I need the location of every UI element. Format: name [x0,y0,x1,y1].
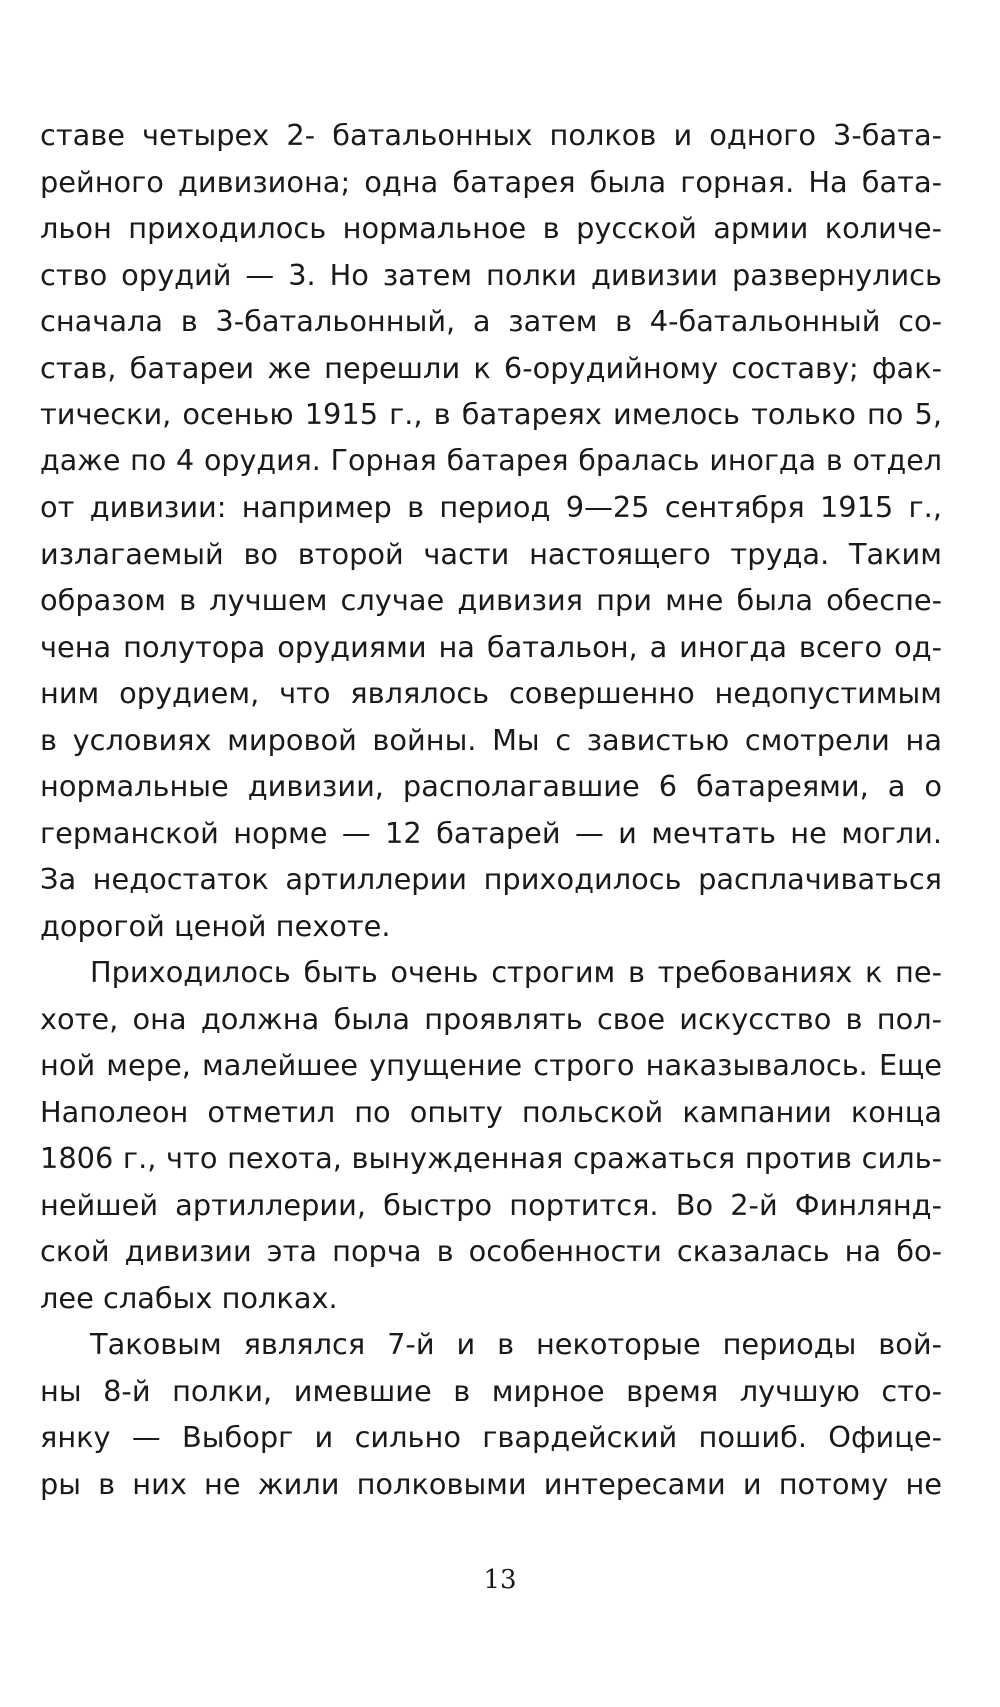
text-line: нейшей артиллерии, быстро портится. Во 2-й Финлянд- [40,1187,942,1222]
text-line: сначала в 3-батальонный, а затем в 4-батальонный со- [40,304,942,338]
text-line: ним орудием, что являлось совершенно недопустимым [40,676,942,710]
body-text [40,112,942,1507]
text-line: ры в них не жили полковыми интересами и потому не [40,1466,942,1501]
paragraph-3 [40,1321,942,1507]
text-line: лее слабых полках. [40,1280,338,1315]
text-line: германской норме — 12 батарей — и мечтать не могли. [40,815,942,850]
text-line: Приходилось быть очень строгим в требованиях к пе- [90,955,942,989]
text-line: став, батареи же перешли к 6-орудийному составу; фак- [40,350,942,385]
page-number: 13 [483,1565,517,1595]
text-line: 1806 г., что пехота, вынужденная сражаться против силь- [40,1141,942,1175]
text-line: ставе четырех 2- батальонных полков и одного 3-бата- [40,118,942,152]
text-line: льон приходилось нормальное в русской армии количе- [40,211,942,245]
text-line: Наполеон отметил по опыту польской кампании конца [40,1094,942,1129]
text-line: янку — Выборг и сильно гвардейский пошиб. Офице- [40,1420,942,1454]
text-line: ство орудий — 3. Но затем полки дивизии развернулись [40,257,942,292]
text-line: образом в лучшем случае дивизия при мне была обеспе- [40,583,942,617]
text-line: тически, осенью 1915 г., в батареях имелось только по 5, [40,397,942,431]
text-line: даже по 4 орудия. Горная батарея бралась иногда в отдел [40,443,942,477]
text-line: За недостаток артиллерии приходилось расплачиваться [40,862,942,896]
text-line: дорогой ценой пехоте. [40,908,391,943]
text-line: чена полутора орудиями на батальон, а иногда всего од- [40,629,942,664]
text-line: от дивизии: например в период 9—25 сентября 1915 г., [40,490,942,524]
text-line: хоте, она должна была проявлять свое искусство в пол- [40,1001,942,1036]
paragraph-1 [40,112,942,949]
text-line: рейного дивизиона; одна батарея была горная. На бата- [40,164,942,199]
paragraph-2 [40,949,942,1321]
text-line: излагаемый во второй части настоящего труда. Таким [40,536,942,571]
text-line: ны 8-й полки, имевшие в мирное время лучшую сто- [40,1373,942,1408]
text-line: в условиях мировой войны. Мы с завистью смотрели на [40,722,942,757]
text-line: Таковым являлся 7-й и в некоторые периоды вой- [90,1327,942,1361]
text-line: ской дивизии эта порча в особенности сказалась на бо- [40,1234,942,1268]
text-line: нормальные дивизии, располагавшие 6 батареями, а о [40,769,942,803]
text-line: ной мере, малейшее упущение строго наказывалось. Еще [40,1048,942,1082]
